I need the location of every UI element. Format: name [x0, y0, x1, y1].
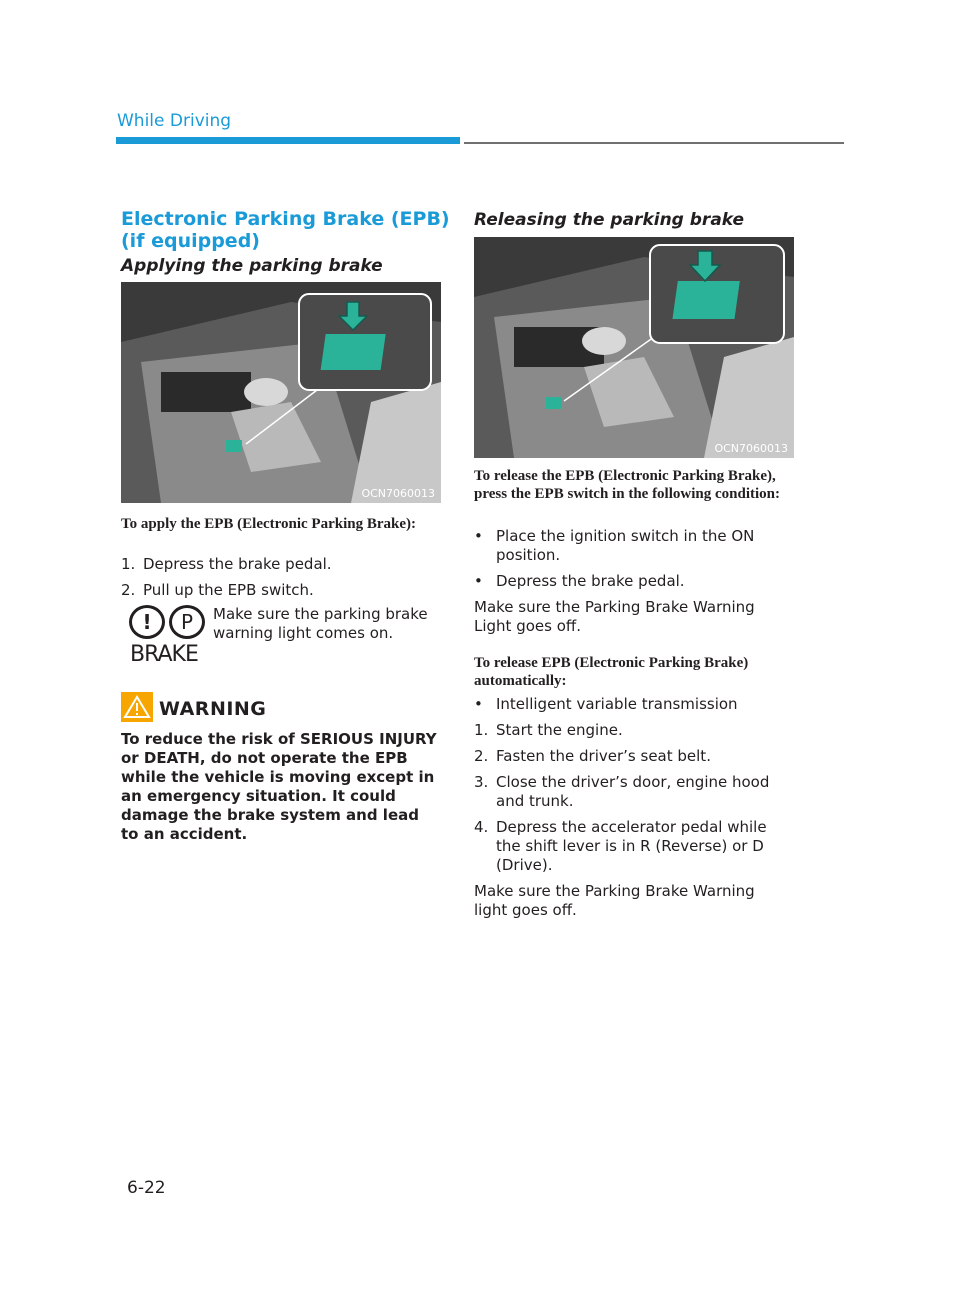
- console-illustration: [474, 237, 794, 458]
- brake-text-icon: BRAKE: [130, 642, 198, 667]
- header-accent-bar: [116, 137, 460, 144]
- image-caption: OCN7060013: [361, 487, 435, 500]
- brake-warning-indicator: [129, 605, 205, 669]
- list-item: • Place the ignition switch in the ON position.: [474, 527, 755, 564]
- apply-brake-image: [121, 282, 441, 503]
- release-subtitle: Releasing the parking brake: [474, 210, 745, 230]
- parking-p-icon: P: [169, 605, 205, 639]
- warning-icon: [121, 692, 153, 722]
- list-item: 3. Close the driver’s door, engine hood and trunk.: [474, 773, 770, 810]
- release-conditions: [474, 527, 784, 636]
- auto-release-heading: To release EPB (Electronic Parking Brake) automatically:: [474, 655, 749, 689]
- image-caption: OCN7060013: [714, 442, 788, 455]
- section-header: While Driving: [117, 111, 232, 131]
- indicator-text: Make sure the parking brake warning light comes on.: [213, 605, 428, 642]
- list-item: 1. Start the engine.: [474, 721, 623, 739]
- release-brake-image: [474, 237, 794, 458]
- list-item: 2. Fasten the driver’s seat belt.: [474, 747, 711, 765]
- apply-heading: To apply the EPB (Electronic Parking Brake):: [121, 516, 417, 532]
- page-number: 6-22: [127, 1178, 166, 1198]
- header-rule: [464, 142, 844, 144]
- list-item: 4. Depress the accelerator pedal while the shift lever is in R (Reverse) or D (Drive).: [474, 818, 767, 874]
- auto-release-note: Make sure the Parking Brake Warning light goes off.: [474, 882, 755, 919]
- list-item: • Depress the brake pedal.: [474, 572, 685, 590]
- release-heading: To release the EPB (Electronic Parking Brake), press the EPB switch in the following condition:: [474, 468, 780, 502]
- list-item: • Intelligent variable transmission: [474, 695, 738, 713]
- release-note: Make sure the Parking Brake Warning Light goes off.: [474, 598, 755, 635]
- console-illustration: [121, 282, 441, 503]
- apply-subtitle: Applying the parking brake: [121, 256, 383, 276]
- warning-exclamation-icon: !: [129, 605, 165, 639]
- list-item: 1. Depress the brake pedal.: [121, 555, 332, 573]
- section-title: Electronic Parking Brake (EPB) (if equipped): [121, 208, 450, 252]
- list-item: 2. Pull up the EPB switch.: [121, 581, 314, 599]
- warning-body: To reduce the risk of SERIOUS INJURY or DEATH, do not operate the EPB while the vehicle is moving except in an emergency situation. It could damage the brake system and lead to an accident.: [121, 730, 437, 843]
- warning-title: WARNING: [159, 698, 267, 720]
- auto-release-steps: [474, 695, 784, 920]
- apply-steps: [121, 555, 441, 607]
